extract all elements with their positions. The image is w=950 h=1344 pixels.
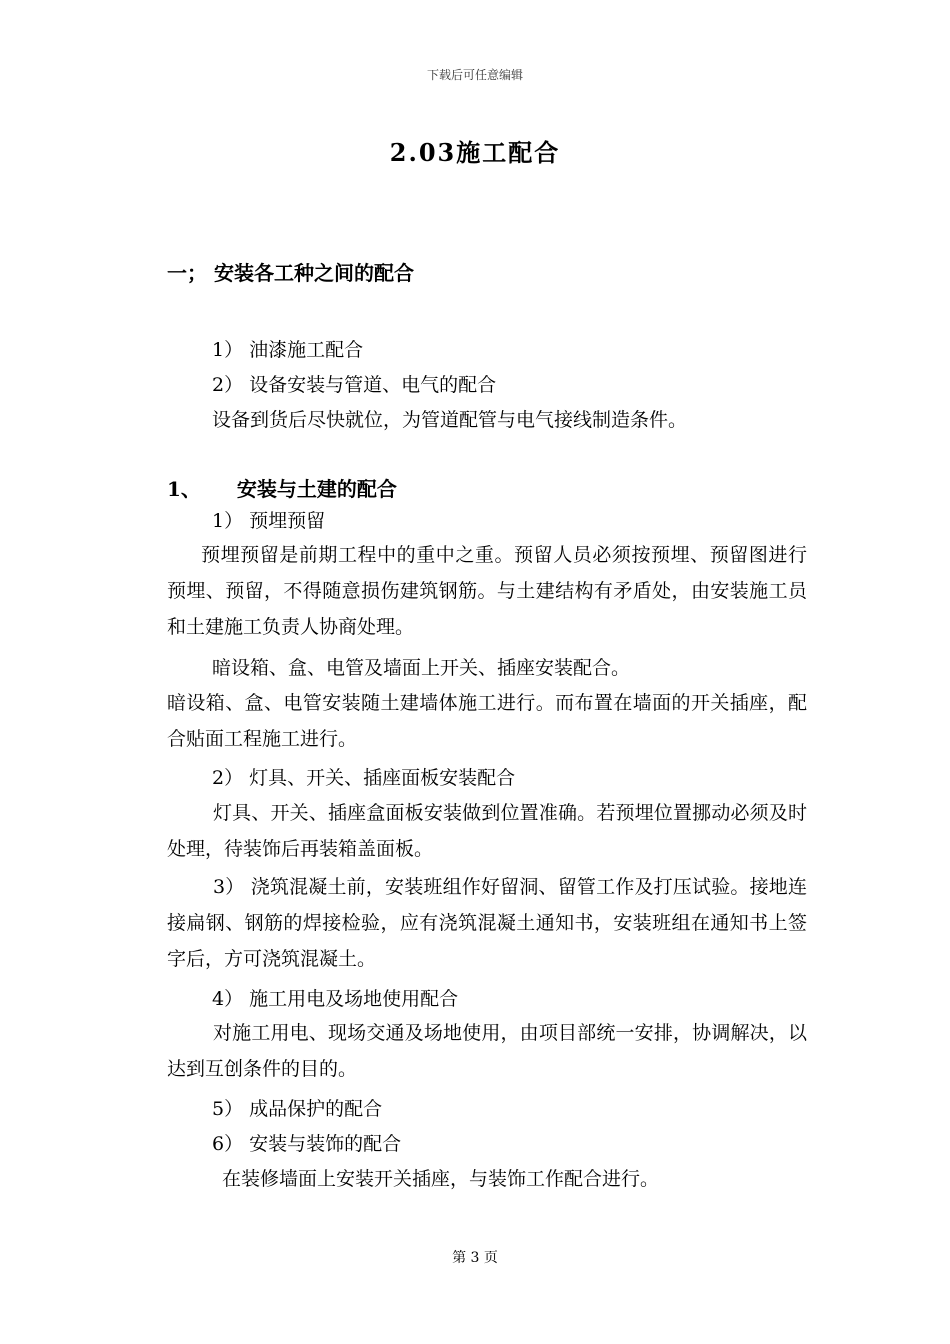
paragraph: 对施工用电、现场交通及场地使用，由项目部统一安排，协调解决，以达到互创条件的目的。 [167,1022,807,1080]
section-heading-1: 一； 安装各工种之间的配合 [167,261,414,285]
paragraph: 暗设箱、盒、电管及墙面上开关、插座安装配合。 [212,657,631,679]
list-item: 2） 设备安装与管道、电气的配合 [212,374,497,396]
list-item: 1） 油漆施工配合 [212,339,364,361]
section-title: 安装与土建的配合 [236,477,397,501]
section-heading-2 [167,473,397,502]
list-item: 1） 预埋预留 [212,510,326,532]
list-item: 5） 成品保护的配合 [212,1098,383,1120]
paragraph: 预埋预留是前期工程中的重中之重。预留人员必须按预埋、预留图进行预埋、预留，不得随意损伤建筑钢筋。与土建结构有矛盾处，由安装施工员和土建施工负责人协商处理。 [167,544,807,638]
list-item: 6） 安装与装饰的配合 [212,1133,402,1155]
page-number: 第 3 页 [452,1250,498,1266]
document-title: 2.03施工配合 [389,138,561,167]
page-header: 下载后可任意编辑 [426,68,523,82]
paragraph: 在装修墙面上安装开关插座，与装饰工作配合进行。 [222,1168,660,1190]
paragraph: 设备到货后尽快就位，为管道配管与电气接线制造条件。 [212,409,688,431]
section-number: 1、 [167,477,201,501]
paragraph: 灯具、开关、插座盒面板安装做到位置准确。若预埋位置挪动必须及时处理，待装饰后再装箱盖面板。 [167,802,807,860]
list-item: 4） 施工用电及场地使用配合 [212,988,459,1010]
paragraph: 暗设箱、盒、电管安装随土建墙体施工进行。而布置在墙面的开关插座，配合贴面工程施工进行。 [167,692,807,750]
list-item: 2） 灯具、开关、插座面板安装配合 [212,767,516,789]
paragraph: 3） 浇筑混凝土前，安装班组作好留洞、留管工作及打压试验。接地连接扁钢、钢筋的焊接检验，应有浇筑混凝土通知书，安装班组在通知书上签字后，方可浇筑混凝土。 [167,876,807,970]
